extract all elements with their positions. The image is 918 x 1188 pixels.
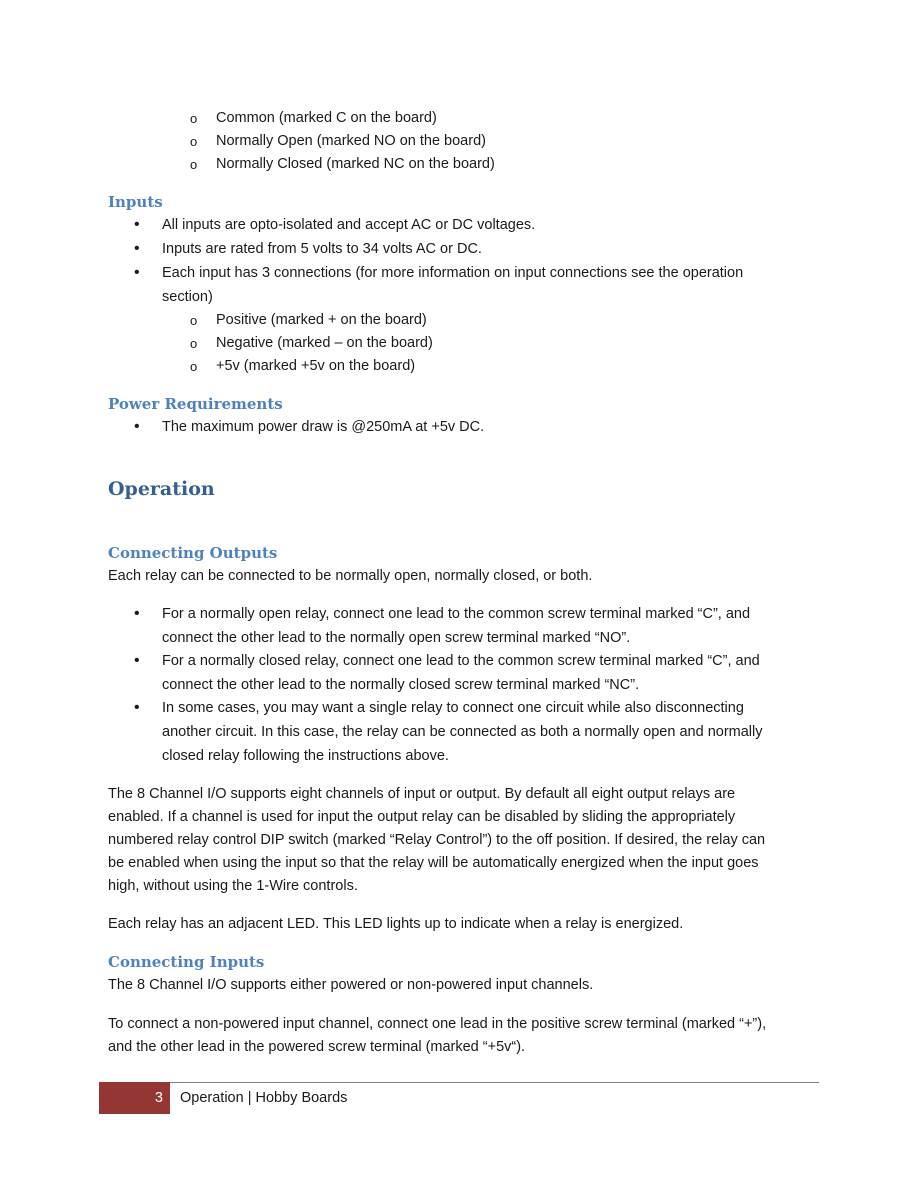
bullet-marker: •	[134, 418, 140, 435]
list-item: The maximum power draw is @250mA at +5v DC.	[162, 419, 485, 435]
list-item-continued: closed relay following the instructions above.	[162, 748, 449, 764]
sub-bullet-marker: o	[190, 134, 198, 149]
list-item: Inputs are rated from 5 volts to 34 volts AC or DC.	[162, 241, 482, 257]
sub-bullet-marker: o	[190, 313, 198, 328]
operation-heading: Operation	[108, 478, 215, 500]
bullet-marker: •	[134, 699, 140, 716]
list-item: +5v (marked +5v on the board)	[216, 358, 416, 374]
list-item: All inputs are opto-isolated and accept AC or DC voltages.	[162, 217, 536, 233]
footer-text: Operation | Hobby Boards	[180, 1090, 348, 1106]
footer-divider	[170, 1082, 819, 1083]
paragraph-line: numbered relay control DIP switch (marked “Relay Control”) to the off position. If desired, the relay can	[108, 832, 766, 848]
paragraph-line: enabled. If a channel is used for input the output relay can be disabled by sliding the appropriately	[108, 809, 736, 825]
page-number: 3	[154, 1090, 163, 1106]
list-item: Normally Open (marked NO on the board)	[216, 133, 486, 149]
list-item: For a normally open relay, connect one lead to the common screw terminal marked “C”, and	[162, 606, 751, 622]
paragraph-line: Each relay has an adjacent LED. This LED lights up to indicate when a relay is energized.	[108, 916, 684, 932]
bullet-marker: •	[134, 264, 140, 281]
list-item-continued: section)	[162, 289, 213, 305]
sub-bullet-marker: o	[190, 336, 198, 351]
sub-bullet-marker: o	[190, 359, 198, 374]
connecting-inputs-heading: Connecting Inputs	[108, 953, 265, 971]
list-item-continued: connect the other lead to the normally open screw terminal marked “NO”.	[162, 630, 631, 646]
bullet-marker: •	[134, 216, 140, 233]
power-heading: Power Requirements	[108, 395, 283, 413]
bullet-marker: •	[134, 605, 140, 622]
bullet-marker: •	[134, 652, 140, 669]
list-item: In some cases, you may want a single relay to connect one circuit while also disconnecting	[162, 700, 744, 716]
list-item: Negative (marked – on the board)	[216, 335, 433, 351]
sub-bullet-marker: o	[190, 111, 198, 126]
paragraph-line: Each relay can be connected to be normally open, normally closed, or both.	[108, 568, 593, 584]
paragraph-line: The 8 Channel I/O supports either powered or non-powered input channels.	[108, 977, 594, 993]
list-item: Positive (marked + on the board)	[216, 312, 427, 328]
bullet-marker: •	[134, 240, 140, 257]
list-item: For a normally closed relay, connect one lead to the common screw terminal marked “C”, and	[162, 653, 760, 669]
list-item: Common (marked C on the board)	[216, 110, 437, 126]
paragraph-line: and the other lead in the powered screw terminal (marked “+5v“).	[108, 1039, 526, 1055]
list-item: Each input has 3 connections (for more information on input connections see the operation	[162, 265, 744, 281]
connecting-outputs-heading: Connecting Outputs	[108, 544, 278, 562]
paragraph-line: high, without using the 1-Wire controls.	[108, 878, 358, 894]
paragraph-line: To connect a non-powered input channel, connect one lead in the positive screw terminal (marked “+”),	[108, 1016, 767, 1032]
list-item: Normally Closed (marked NC on the board)	[216, 156, 495, 172]
paragraph-line: The 8 Channel I/O supports eight channels of input or output. By default all eight output relays are	[108, 786, 736, 802]
paragraph-line: be enabled when using the input so that the relay will be automatically energized when the input goes	[108, 855, 759, 871]
list-item-continued: connect the other lead to the normally closed screw terminal marked “NC”.	[162, 677, 640, 693]
inputs-heading: Inputs	[108, 193, 163, 211]
list-item-continued: another circuit. In this case, the relay can be connected as both a normally open and normally	[162, 724, 763, 740]
sub-bullet-marker: o	[190, 157, 198, 172]
